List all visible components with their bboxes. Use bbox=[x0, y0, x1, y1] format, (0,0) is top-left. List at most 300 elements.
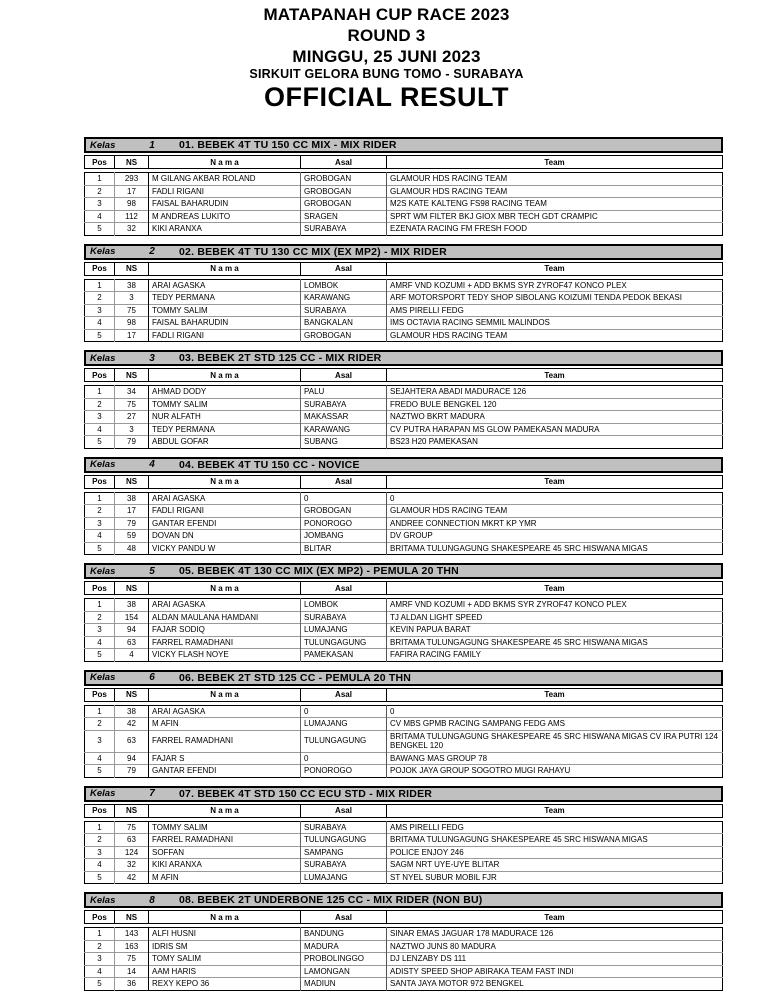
column-header: NS bbox=[115, 804, 149, 817]
ns-cell: 154 bbox=[115, 611, 149, 624]
asal-cell: MADIUN bbox=[301, 978, 387, 991]
table-row bbox=[85, 492, 723, 505]
table-row bbox=[85, 611, 723, 624]
team-cell: ANDREE CONNECTION MKRT KP YMR bbox=[387, 517, 723, 530]
team-cell: SINAR EMAS JAGUAR 178 MADURACE 126 bbox=[387, 928, 723, 941]
pos-cell: 5 bbox=[85, 765, 115, 778]
table-row bbox=[85, 542, 723, 555]
team-cell: FAFIRA RACING FAMILY bbox=[387, 649, 723, 662]
nama-cell: NUR ALFATH bbox=[149, 411, 301, 424]
ns-cell: 163 bbox=[115, 940, 149, 953]
nama-cell: M AFIN bbox=[149, 871, 301, 884]
team-cell: M2S KATE KALTENG FS98 RACING TEAM bbox=[387, 198, 723, 211]
table-row bbox=[85, 185, 723, 198]
class-number: 7 bbox=[149, 788, 155, 799]
nama-cell: FADLI RIGANI bbox=[149, 505, 301, 518]
class-section bbox=[84, 457, 723, 556]
pos-cell: 3 bbox=[85, 517, 115, 530]
class-number: 2 bbox=[149, 246, 155, 257]
pos-cell: 3 bbox=[85, 198, 115, 211]
ns-cell: 32 bbox=[115, 859, 149, 872]
column-header: Asal bbox=[301, 475, 387, 488]
column-header-row bbox=[85, 582, 723, 595]
column-header: Asal bbox=[301, 911, 387, 924]
team-cell: BRITAMA TULUNGAGUNG SHAKESPEARE 45 SRC HISWANA MIGAS CV IRA PUTRI 124 BENGKEL 120 bbox=[387, 730, 723, 752]
results-table bbox=[84, 172, 723, 236]
table-row bbox=[85, 279, 723, 292]
table-row bbox=[85, 173, 723, 186]
pos-cell: 2 bbox=[85, 611, 115, 624]
column-header: Team bbox=[387, 369, 723, 382]
team-cell: SANTA JAYA MOTOR 972 BENGKEL bbox=[387, 978, 723, 991]
ns-cell: 293 bbox=[115, 173, 149, 186]
team-cell: NAZTWO BKRT MADURA bbox=[387, 411, 723, 424]
class-number: 5 bbox=[149, 565, 155, 577]
pos-cell: 3 bbox=[85, 846, 115, 859]
asal-cell: JOMBANG bbox=[301, 530, 387, 543]
team-cell: AMRF VND KOZUMI + ADD BKMS SYR ZYROF47 KONCO PLEX bbox=[387, 279, 723, 292]
team-cell: SPRT WM FILTER BKJ GIOX MBR TECH GDT CRAMPIC bbox=[387, 210, 723, 223]
class-title: 06. BEBEK 2T STD 125 CC - PEMULA 20 THN bbox=[179, 671, 412, 684]
ns-cell: 75 bbox=[115, 953, 149, 966]
team-cell: TJ ALDAN LIGHT SPEED bbox=[387, 611, 723, 624]
pos-cell: 5 bbox=[85, 542, 115, 555]
table-row bbox=[85, 636, 723, 649]
nama-cell: M GILANG AKBAR ROLAND bbox=[149, 173, 301, 186]
asal-cell: SURABAYA bbox=[301, 611, 387, 624]
ns-cell: 36 bbox=[115, 978, 149, 991]
asal-cell: LUMAJANG bbox=[301, 624, 387, 637]
kelas-label: Kelas bbox=[90, 139, 116, 151]
table-row bbox=[85, 978, 723, 991]
class-number: 8 bbox=[149, 894, 155, 906]
column-header: N a m a bbox=[149, 804, 301, 817]
column-header: Asal bbox=[301, 369, 387, 382]
result-title: OFFICIAL RESULT bbox=[264, 82, 509, 112]
results-body bbox=[85, 705, 723, 777]
class-header-band bbox=[84, 892, 723, 908]
column-header: Pos bbox=[85, 156, 115, 169]
event-title: MATAPANAH CUP RACE 2023 bbox=[263, 5, 510, 24]
team-cell: BS23 H20 PAMEKASAN bbox=[387, 436, 723, 449]
asal-cell: GROBOGAN bbox=[301, 198, 387, 211]
class-title: 02. BEBEK 4T TU 130 CC MIX (EX MP2) - MIX RIDER bbox=[179, 245, 447, 258]
results-table bbox=[84, 385, 723, 449]
class-number: 6 bbox=[149, 672, 155, 683]
column-header: N a m a bbox=[149, 262, 301, 275]
nama-cell: ARAI AGASKA bbox=[149, 705, 301, 718]
ns-cell: 34 bbox=[115, 386, 149, 399]
ns-cell: 59 bbox=[115, 530, 149, 543]
pos-cell: 2 bbox=[85, 185, 115, 198]
column-header: NS bbox=[115, 369, 149, 382]
pos-cell: 5 bbox=[85, 329, 115, 342]
ns-cell: 42 bbox=[115, 718, 149, 731]
class-section bbox=[84, 137, 723, 236]
asal-cell: SAMPANG bbox=[301, 846, 387, 859]
nama-cell: VICKY PANDU W bbox=[149, 542, 301, 555]
table-row bbox=[85, 965, 723, 978]
pos-cell: 4 bbox=[85, 530, 115, 543]
ns-cell: 63 bbox=[115, 636, 149, 649]
column-header: Pos bbox=[85, 262, 115, 275]
column-header-table bbox=[84, 581, 723, 595]
asal-cell: 0 bbox=[301, 705, 387, 718]
asal-cell: LAMONGAN bbox=[301, 965, 387, 978]
ns-cell: 38 bbox=[115, 492, 149, 505]
asal-cell: MADURA bbox=[301, 940, 387, 953]
table-row bbox=[85, 730, 723, 752]
team-cell: ARF MOTORSPORT TEDY SHOP SIBOLANG KOIZUMI TENDA PEDOK BEKASI bbox=[387, 292, 723, 305]
asal-cell: LOMBOK bbox=[301, 279, 387, 292]
column-header: Team bbox=[387, 475, 723, 488]
column-header: Pos bbox=[85, 688, 115, 701]
column-header-table bbox=[84, 910, 723, 924]
column-header: Pos bbox=[85, 475, 115, 488]
nama-cell: ARAI AGASKA bbox=[149, 279, 301, 292]
class-header-band bbox=[84, 244, 723, 260]
asal-cell: KARAWANG bbox=[301, 423, 387, 436]
table-row bbox=[85, 624, 723, 637]
column-header-row bbox=[85, 156, 723, 169]
class-section bbox=[84, 563, 723, 662]
nama-cell: TEDY PERMANA bbox=[149, 292, 301, 305]
nama-cell: ARAI AGASKA bbox=[149, 492, 301, 505]
nama-cell: TOMMY SALIM bbox=[149, 398, 301, 411]
pos-cell: 4 bbox=[85, 423, 115, 436]
nama-cell: FAJAR S bbox=[149, 752, 301, 765]
pos-cell: 3 bbox=[85, 953, 115, 966]
nama-cell: KIKI ARANXA bbox=[149, 859, 301, 872]
ns-cell: 79 bbox=[115, 765, 149, 778]
team-cell: CV MBS GPMB RACING SAMPANG FEDG AMS bbox=[387, 718, 723, 731]
column-header-row bbox=[85, 911, 723, 924]
pos-cell: 1 bbox=[97, 387, 102, 396]
results-table bbox=[84, 705, 723, 778]
table-row bbox=[85, 718, 723, 731]
team-cell: KEVIN PAPUA BARAT bbox=[387, 624, 723, 637]
column-header: NS bbox=[115, 156, 149, 169]
table-row bbox=[85, 649, 723, 662]
nama-cell: FARREL RAMADHANI bbox=[149, 730, 301, 752]
table-row bbox=[85, 953, 723, 966]
asal-cell: BLITAR bbox=[301, 542, 387, 555]
team-cell: DV GROUP bbox=[387, 530, 723, 543]
class-title: 03. BEBEK 2T STD 125 CC - MIX RIDER bbox=[179, 352, 382, 364]
table-row bbox=[85, 530, 723, 543]
ns-cell: 94 bbox=[115, 624, 149, 637]
team-cell: GLAMOUR HDS RACING TEAM bbox=[387, 505, 723, 518]
pos-cell: 2 bbox=[85, 292, 115, 305]
class-title: 05. BEBEK 4T 130 CC MIX (EX MP2) - PEMULA 20 THN bbox=[179, 565, 459, 577]
team-cell: SEJAHTERA ABADI MADURACE 126 bbox=[387, 386, 723, 399]
asal-cell: LUMAJANG bbox=[301, 718, 387, 731]
pos-cell: 5 bbox=[85, 436, 115, 449]
asal-cell: PROBOLINGGO bbox=[301, 953, 387, 966]
event-round: ROUND 3 bbox=[347, 26, 426, 45]
kelas-label: Kelas bbox=[90, 672, 116, 683]
asal-cell: LUMAJANG bbox=[301, 871, 387, 884]
document-header bbox=[0, 0, 773, 112]
team-cell: AMS PIRELLI FEDG bbox=[387, 304, 723, 317]
class-number: 3 bbox=[149, 352, 155, 364]
table-row bbox=[85, 398, 723, 411]
ns-cell: 63 bbox=[115, 834, 149, 847]
column-header: N a m a bbox=[149, 475, 301, 488]
nama-cell: ABDUL GOFAR bbox=[149, 436, 301, 449]
class-section bbox=[84, 350, 723, 449]
column-header-row bbox=[85, 262, 723, 275]
event-date: MINGGU, 25 JUNI 2023 bbox=[292, 47, 481, 66]
nama-cell: DOVAN DN bbox=[149, 530, 301, 543]
ns-cell: 38 bbox=[115, 599, 149, 612]
table-row bbox=[85, 599, 723, 612]
table-row bbox=[85, 871, 723, 884]
nama-cell: TOMY SALIM bbox=[149, 953, 301, 966]
team-cell: IMS OCTAVIA RACING SEMMIL MALINDOS bbox=[387, 317, 723, 330]
column-header-row bbox=[85, 804, 723, 817]
column-header-table bbox=[84, 368, 723, 382]
table-row bbox=[85, 928, 723, 941]
column-header: Pos bbox=[85, 369, 115, 382]
ns-cell: 38 bbox=[115, 279, 149, 292]
class-number: 4 bbox=[149, 459, 155, 470]
table-row bbox=[85, 821, 723, 834]
asal-cell: KARAWANG bbox=[301, 292, 387, 305]
results-body bbox=[85, 928, 723, 991]
column-header: Team bbox=[387, 804, 723, 817]
table-row bbox=[85, 705, 723, 718]
team-cell: POLICE ENJOY 246 bbox=[387, 846, 723, 859]
class-header-band bbox=[84, 786, 723, 802]
table-row bbox=[85, 436, 723, 449]
asal-cell: PONOROGO bbox=[301, 765, 387, 778]
ns-cell: 17 bbox=[115, 185, 149, 198]
results-body bbox=[85, 279, 723, 342]
pos-cell: 1 bbox=[97, 493, 102, 503]
pos-cell: 4 bbox=[85, 210, 115, 223]
team-cell: CV PUTRA HARAPAN MS GLOW PAMEKASAN MADURA bbox=[387, 423, 723, 436]
class-number: 1 bbox=[149, 139, 155, 151]
ns-cell: 27 bbox=[115, 411, 149, 424]
column-header: N a m a bbox=[149, 369, 301, 382]
team-cell: NAZTWO JUNS 80 MADURA bbox=[387, 940, 723, 953]
team-cell: FREDO BULE BENGKEL 120 bbox=[387, 398, 723, 411]
nama-cell: M AFIN bbox=[149, 718, 301, 731]
column-header-table bbox=[84, 155, 723, 169]
asal-cell: PAMEKASAN bbox=[301, 649, 387, 662]
pos-cell: 2 bbox=[85, 398, 115, 411]
pos-cell: 2 bbox=[85, 940, 115, 953]
team-cell: 0 bbox=[387, 705, 723, 718]
ns-cell: 4 bbox=[115, 649, 149, 662]
results-table bbox=[84, 598, 723, 662]
column-header: Team bbox=[387, 688, 723, 701]
class-title: 04. BEBEK 4T TU 150 CC - NOVICE bbox=[179, 458, 360, 471]
pos-cell: 2 bbox=[85, 718, 115, 731]
class-title: 01. BEBEK 4T TU 150 CC MIX - MIX RIDER bbox=[179, 139, 397, 151]
ns-cell: 98 bbox=[115, 317, 149, 330]
asal-cell: GROBOGAN bbox=[301, 185, 387, 198]
pos-cell: 4 bbox=[85, 636, 115, 649]
ns-cell: 75 bbox=[115, 304, 149, 317]
nama-cell: TOMMY SALIM bbox=[149, 304, 301, 317]
nama-cell: REXY KEPO 36 bbox=[149, 978, 301, 991]
table-row bbox=[85, 940, 723, 953]
pos-cell: 4 bbox=[85, 317, 115, 330]
kelas-label: Kelas bbox=[90, 788, 116, 799]
ns-cell: 32 bbox=[115, 223, 149, 236]
pos-cell: 5 bbox=[85, 223, 115, 236]
ns-cell: 48 bbox=[115, 542, 149, 555]
column-header-table bbox=[84, 262, 723, 276]
nama-cell: KIKI ARANXA bbox=[149, 223, 301, 236]
team-cell: ST NYEL SUBUR MOBIL FJR bbox=[387, 871, 723, 884]
pos-cell: 2 bbox=[85, 834, 115, 847]
nama-cell: ALDAN MAULANA HAMDANI bbox=[149, 611, 301, 624]
asal-cell: PALU bbox=[301, 386, 387, 399]
results-body bbox=[85, 173, 723, 236]
asal-cell: SURABAYA bbox=[301, 223, 387, 236]
nama-cell: AHMAD DODY bbox=[149, 386, 301, 399]
asal-cell: PONOROGO bbox=[301, 517, 387, 530]
ns-cell: 3 bbox=[115, 423, 149, 436]
asal-cell: SURABAYA bbox=[301, 398, 387, 411]
column-header-row bbox=[85, 475, 723, 488]
ns-cell: 42 bbox=[115, 871, 149, 884]
nama-cell: M ANDREAS LUKITO bbox=[149, 210, 301, 223]
results-body bbox=[85, 821, 723, 884]
team-cell: EZENATA RACING FM FRESH FOOD bbox=[387, 223, 723, 236]
pos-cell: 3 bbox=[85, 624, 115, 637]
team-cell: 0 bbox=[387, 492, 723, 505]
table-row bbox=[85, 292, 723, 305]
asal-cell: TULUNGAGUNG bbox=[301, 636, 387, 649]
table-row bbox=[85, 423, 723, 436]
nama-cell: FAISAL BAHARUDIN bbox=[149, 198, 301, 211]
asal-cell: 0 bbox=[301, 492, 387, 505]
pos-cell: 1 bbox=[97, 706, 102, 716]
table-row bbox=[85, 752, 723, 765]
pos-cell: 3 bbox=[85, 304, 115, 317]
asal-cell: GROBOGAN bbox=[301, 505, 387, 518]
asal-cell: 0 bbox=[301, 752, 387, 765]
team-cell: GLAMOUR HDS RACING TEAM bbox=[387, 329, 723, 342]
nama-cell: IDRIS SM bbox=[149, 940, 301, 953]
nama-cell: ALFI HUSNI bbox=[149, 928, 301, 941]
column-header: NS bbox=[115, 475, 149, 488]
nama-cell: AAM HARIS bbox=[149, 965, 301, 978]
ns-cell: 17 bbox=[115, 329, 149, 342]
table-row bbox=[85, 210, 723, 223]
nama-cell: TOMMY SALIM bbox=[149, 821, 301, 834]
kelas-label: Kelas bbox=[90, 246, 116, 257]
column-header: N a m a bbox=[149, 156, 301, 169]
ns-cell: 124 bbox=[115, 846, 149, 859]
pos-cell: 4 bbox=[85, 965, 115, 978]
team-cell: GLAMOUR HDS RACING TEAM bbox=[387, 185, 723, 198]
asal-cell: GROBOGAN bbox=[301, 173, 387, 186]
team-cell: GLAMOUR HDS RACING TEAM bbox=[387, 173, 723, 186]
asal-cell: LOMBOK bbox=[301, 599, 387, 612]
ns-cell: 79 bbox=[115, 517, 149, 530]
ns-cell: 63 bbox=[115, 730, 149, 752]
results-body bbox=[85, 386, 723, 449]
results-body bbox=[85, 492, 723, 555]
event-venue: SIRKUIT GELORA BUNG TOMO - SURABAYA bbox=[249, 67, 524, 81]
column-header: N a m a bbox=[149, 911, 301, 924]
ns-cell: 38 bbox=[115, 705, 149, 718]
table-row bbox=[85, 317, 723, 330]
nama-cell: FADLI RIGANI bbox=[149, 185, 301, 198]
team-cell: ADISTY SPEED SHOP ABIRAKA TEAM FAST INDI bbox=[387, 965, 723, 978]
ns-cell: 94 bbox=[115, 752, 149, 765]
pos-cell: 1 bbox=[97, 929, 102, 938]
team-cell: SAGM NRT UYE-UYE BLITAR bbox=[387, 859, 723, 872]
column-header: Pos bbox=[85, 582, 115, 595]
nama-cell: FARREL RAMADHANI bbox=[149, 834, 301, 847]
nama-cell: SOFFAN bbox=[149, 846, 301, 859]
results-table bbox=[84, 821, 723, 885]
table-row bbox=[85, 329, 723, 342]
column-header-table bbox=[84, 804, 723, 818]
ns-cell: 143 bbox=[115, 928, 149, 941]
column-header: Asal bbox=[301, 262, 387, 275]
asal-cell: BANDUNG bbox=[301, 928, 387, 941]
pos-cell: 5 bbox=[85, 649, 115, 662]
class-header-band bbox=[84, 457, 723, 473]
ns-cell: 75 bbox=[115, 821, 149, 834]
pos-cell: 4 bbox=[85, 859, 115, 872]
column-header: NS bbox=[115, 688, 149, 701]
class-section bbox=[84, 244, 723, 343]
asal-cell: GROBOGAN bbox=[301, 329, 387, 342]
pos-cell: 2 bbox=[85, 505, 115, 518]
results-table bbox=[84, 492, 723, 556]
team-cell: POJOK JAYA GROUP SOGOTRO MUGI RAHAYU bbox=[387, 765, 723, 778]
pos-cell: 1 bbox=[97, 822, 102, 832]
table-row bbox=[85, 517, 723, 530]
table-row bbox=[85, 505, 723, 518]
pos-cell: 5 bbox=[85, 871, 115, 884]
pos-cell: 3 bbox=[85, 411, 115, 424]
ns-cell: 75 bbox=[115, 398, 149, 411]
kelas-label: Kelas bbox=[90, 352, 116, 364]
team-cell: BRITAMA TULUNGAGUNG SHAKESPEARE 45 SRC HISWANA MIGAS bbox=[387, 834, 723, 847]
nama-cell: GANTAR EFENDI bbox=[149, 517, 301, 530]
pos-cell: 5 bbox=[85, 978, 115, 991]
column-header: Asal bbox=[301, 582, 387, 595]
table-row bbox=[85, 859, 723, 872]
asal-cell: SRAGEN bbox=[301, 210, 387, 223]
kelas-label: Kelas bbox=[90, 459, 116, 470]
column-header: Pos bbox=[85, 804, 115, 817]
ns-cell: 79 bbox=[115, 436, 149, 449]
table-row bbox=[85, 846, 723, 859]
class-header-band bbox=[84, 350, 723, 366]
class-header-band bbox=[84, 670, 723, 686]
column-header-table bbox=[84, 475, 723, 489]
nama-cell: FARREL RAMADHANI bbox=[149, 636, 301, 649]
nama-cell: VICKY FLASH NOYE bbox=[149, 649, 301, 662]
nama-cell: FADLI RIGANI bbox=[149, 329, 301, 342]
results-tables bbox=[84, 137, 723, 991]
column-header: Asal bbox=[301, 156, 387, 169]
table-row bbox=[85, 834, 723, 847]
nama-cell: FAJAR SODIQ bbox=[149, 624, 301, 637]
ns-cell: 3 bbox=[115, 292, 149, 305]
column-header: N a m a bbox=[149, 582, 301, 595]
